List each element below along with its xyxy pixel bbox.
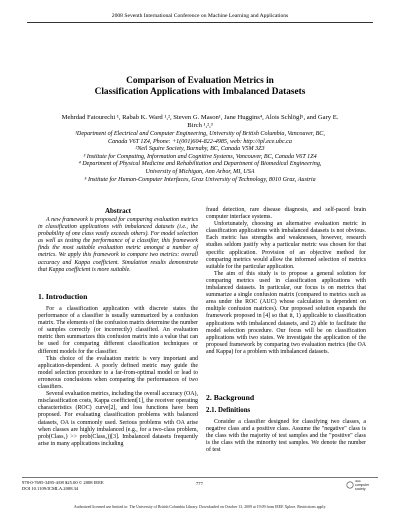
paper-title (0, 76, 400, 98)
footer-left (22, 480, 104, 492)
abstract-paragraph: A new framework is proposed for comparing evaluation metrics in classification applications with imbalanced datasets (i.e., the probability of one class vastly exceeds others). For model selection as well as testing the performance of a classifier, this framework finds the most suitable evaluation metric amongst a number of metrics. We apply this framework to compare two metrics: overall accuracy and Kappa coefficient. Simulation results demonstrate that Kappa coefficient is more suitable. (38, 217, 198, 273)
conference-header: 2008 Seventh International Conference on Machine Learning and Applications (111, 13, 289, 19)
affiliation-line: University of Michigan, Ann Arbor, MI, USA (145, 168, 255, 175)
doi-line: DOI 10.1109/ICMLA.2008.34 (22, 486, 79, 491)
affiliation-line: ¹Department of Electrical and Computer Engineering, University of British Columbia, Vancouver, BC, (75, 131, 325, 137)
license-notice: Authorized licensed use limited to: The University of British Columbia Library. Downloaded on October 13, 2009 at 19:09 from IEEE Xplore. Restrictions apply. (73, 505, 327, 509)
abstract-text (38, 217, 198, 274)
affiliation-line: ²Neil Squire Society, Burnaby, BC, Canada V5M 3Z3 (135, 146, 265, 153)
logo-text-ieee: IEEE (355, 480, 361, 483)
header-rule (27, 22, 373, 23)
author-line-2: Birch ¹,²,³ (187, 122, 213, 130)
logo-text-computer: computer (355, 483, 370, 487)
definitions-body (206, 419, 366, 454)
copyright-line: 978-0-7695-3495-4/08 $25.00 © 2008 IEEE (22, 480, 104, 485)
right-paragraph-4: Consider a classifier designed for classifying two classes, a negative class and a positive class. Assume the "negative" class is the class with the majority of test samples and the "positive" class is the class with the minority test samples. We denote the number of test (206, 419, 366, 454)
affiliation-line: ³ Institute for Computing, Information and Cognitive Systems, Vancouver, BC, Canada V6T 1Z4 (83, 153, 317, 160)
author-list (36, 114, 364, 130)
title-line-2: Classification Applications with Imbalanced Datasets (94, 87, 306, 97)
ieee-computer-society-logo (346, 478, 374, 492)
affiliation-line: ⁵ Institute for Human-Computer Interfaces, Graz University of Technology, 8010 Graz, Austria (84, 176, 316, 183)
section-2-1-heading: 2.1. Definitions (206, 407, 251, 414)
page-number: 777 (196, 481, 203, 486)
section-2-heading: 2. Background (206, 393, 255, 402)
intro-paragraph-3: Several evaluation metrics, including the overall accuracy (OA), misclassification costs, Kappa coefficient[1], the receiver operating characteristics (ROC) curve[2], and loss functions have been proposed. For evaluating classification problems with balanced datasets, OA is commonly used. Serious problems with OA arise when classes are highly imbalanced (e.g., for a two-class problem, prob(Class₁) >> prob(Class₂))[3]. Imbalanced datasets frequently arise in many applications including (38, 391, 198, 447)
right-column-body (206, 207, 366, 356)
intro-paragraph-2: This choice of the evaluation metric is very important and application-dependent. A poorly defined metric may guide the model selection procedure to a far-from-optimal model or lead to erroneous conclusions when comparing the performances of two classifiers. (38, 355, 198, 391)
introduction-body (38, 306, 198, 448)
right-paragraph-3: The aim of this study is to propose a general solution for comparing metrics used in classification applications with imbalanced datasets. In particular, our focus is on metrics that summarize a single confusion matrix (compared to metrics such as area under the ROC (AUC) whose calculation is dependent on multiple confusion matrices). Our proposed solution expands the framework proposed in [4] so that it, 1) applicable to classification applications with imbalanced datasets, and 2) able to facilitate the model selection procedure. Our focus will be on classification applications with two states. We investigate the application of the proposed framework by comparing two evaluation metrics (the OA and Kappa) for a problem with imbalanced datasets. (206, 270, 366, 355)
right-paragraph-2: Unfortunately, choosing an alternative evaluation metric in classification applications with imbalanced datasets is not obvious. Each metric has strengths and weaknesses, however, research studies seldom justify why a particular metric was chosen for that specific application. Provision of an objective method for comparing metrics would allow the informed selection of metrics suitable for the particular application. (206, 221, 366, 270)
affiliations (36, 131, 364, 184)
logo-text-society: society (355, 487, 366, 491)
title-line-1: Comparison of Evaluation Metrics in (126, 76, 274, 86)
intro-paragraph-1: For a classification application with discrete states the performance of a classifier is usually summarized by a confusion matrix. The elements of the confusion matrix determine the number of samples correctly (or incorrectly) classified. An evaluation metric then summarizes this confusion matrix into a value that can be used for comparing different classification techniques or different models for the classifier. (38, 306, 198, 355)
affiliation-line: ⁴ Department of Physical Medicine and Rehabilitation and Department of Biomedical Engineering, (78, 161, 322, 168)
abstract-heading: Abstract (104, 207, 132, 215)
author-line-1: Mehrdad Fatourechi ¹, Rabab K. Ward ¹,², Steven G. Mason¹, Jane Huggins⁴, Alois Schlögl⁵, and Gary E. (61, 114, 339, 121)
right-paragraph-1: fraud detection, rare disease diagnosis, and self-paced brain computer interface systems. (206, 207, 366, 221)
affiliation-line: Canada V6T 1Z4, Phone: +1(001)604-822-4985, web: http://ipl.ece.ubc.ca (108, 138, 292, 145)
footer-rule (22, 477, 378, 478)
section-1-heading: 1. Introduction (38, 292, 88, 301)
